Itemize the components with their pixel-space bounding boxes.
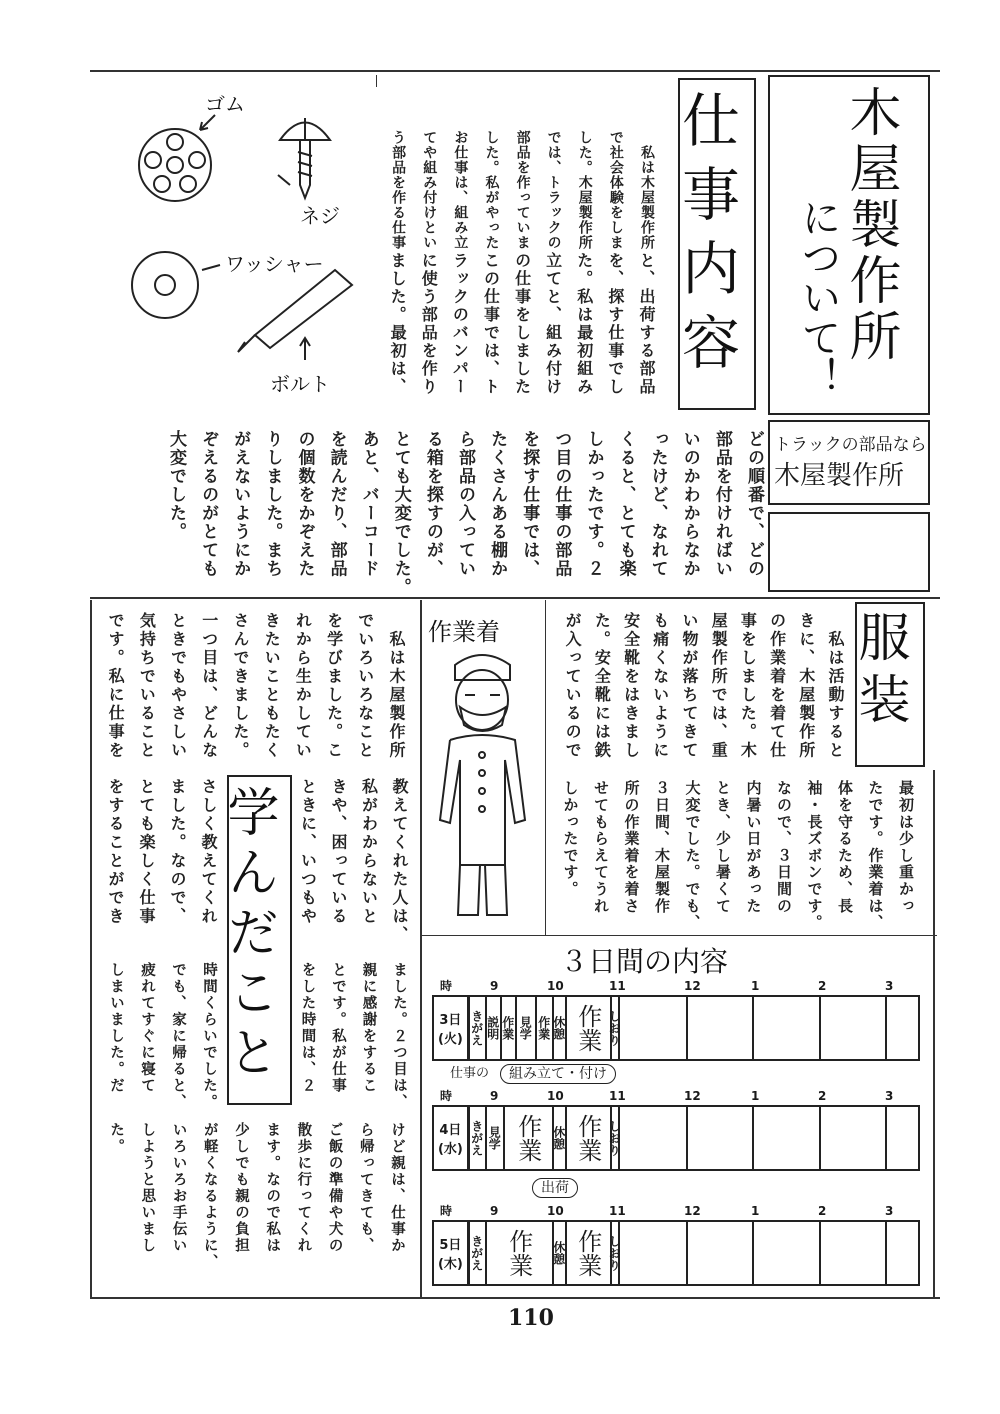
work-tier2-text [382,252,662,400]
text-column: ました。なので、 [168,778,187,926]
hour-label: 10 [547,1089,564,1103]
tagline-line-1: トラックの部品なら [774,435,927,455]
text-column: ３日間、木屋製作 [653,780,671,915]
day-weekday: (火) [437,1032,463,1047]
text-column: 内暑い日があった [744,780,763,915]
text-column: つ目の仕事の部品 [551,430,572,578]
hour-label: 12 [684,1204,701,1218]
text-column: けど親は、仕事か [389,1122,405,1254]
work-tier3-text [160,430,770,597]
text-column: 屋製作所では、重 [709,612,729,760]
learned-heading: 学んだこと [218,785,278,1085]
text-column: 部品を付ければい [711,430,732,578]
text-column: ぞえるのがとても [198,430,219,578]
schedule-cell: 作業 [567,1222,612,1284]
middle-rule [90,597,940,599]
schedule-cell [821,1222,888,1284]
text-column: る箱を探すのが、 [422,430,443,578]
schedule-cell [620,997,689,1059]
text-column: の個数をかぞえた [294,430,315,578]
text-column: ます。なので私は [264,1122,281,1254]
text-column: さしく教えてくれ [199,778,218,926]
text-column: きに、木屋製作所 [796,612,816,760]
work-tier1-text [382,130,662,252]
text-column: とても大変でした。 [390,430,411,597]
text-column: せてもらえてうれ [592,780,610,915]
text-column: しようと思いまし [139,1122,156,1254]
text-column: ったけど、なれて [647,430,668,578]
schedule-cell [821,1107,888,1169]
text-column: くると、とても楽 [615,430,636,578]
text-column: が入っているので [563,612,583,760]
bolt-icon [238,270,352,360]
text-column: も痛くないように [650,612,670,760]
text-column: てや組み付けとい [421,130,438,250]
tagline-line-2: 木屋製作所 [774,461,905,491]
text-column: した。木屋製作所 [576,130,593,250]
text-column: あと、バーコード [358,430,379,578]
hour-label: 12 [684,1089,701,1103]
day-date: 5日 [439,1238,462,1253]
washer-icon [132,252,220,318]
text-column: とき、少し暑くて [714,780,732,915]
hour-label: 2 [818,979,827,993]
hour-label: 11 [609,979,626,993]
title-main: 木屋製作所 [840,85,900,365]
tagline-box [768,420,930,505]
text-column: 所の作業着を着さ [622,780,641,915]
clothing-divider [545,600,546,935]
hour-label: 1 [751,1204,760,1218]
text-column: しかったです。 [561,780,580,898]
text-column: 立てと、組み付け [543,252,563,396]
schedule-cell: 作業 [567,997,612,1059]
text-column: 体を守るため、長 [836,780,854,915]
text-column: た。私は最初組み [574,252,594,396]
schedule-cell: しおり [612,1222,620,1284]
hour-label: 10 [547,979,564,993]
hour-label: 11 [609,1089,626,1103]
rubber-gasket-icon [139,115,215,201]
screw-label: ネジ [300,204,340,228]
right-rule-lower [933,770,935,1297]
text-column: 大変でした。でも、 [683,780,702,932]
schedule-cell [754,997,821,1059]
text-column: ら部品の入ってい [455,430,476,578]
text-column: しかったです。２ [583,430,604,578]
text-column: なので、３日間の [775,780,793,915]
text-column: した。私がやった [483,130,500,250]
day-date-cell [434,1222,470,1284]
clothing-heading: 服装 [849,610,909,734]
day-weekday: (水) [437,1142,463,1157]
text-column: ました。最初は、 [388,252,408,396]
uniform-label: 作業着 [428,618,500,646]
work-heading: 仕事内容 [672,90,740,386]
text-column: 散歩に行ってくれ [295,1122,312,1254]
clothing-heading-box [849,602,925,767]
text-column: どの順番で、どの [744,430,764,578]
text-column: りしました。まち [262,430,283,578]
clothing-tier1-text [558,612,850,764]
learned-tier3-left-text [100,962,224,1112]
schedule-day-row [432,1220,920,1286]
text-column: では、トラックの [545,130,562,250]
text-column: 気持ちでいること [137,612,157,760]
title-sub: について！ [795,197,841,397]
hour-label: 時 [440,1089,453,1103]
text-column: れから生かしてい [293,612,313,760]
schedule-rule [422,935,937,936]
day-date-cell [434,997,470,1059]
schedule-cell: きがえ [470,997,487,1059]
text-column: いのかわからなか [679,430,700,578]
text-column: の作業着を着て仕 [767,612,787,760]
text-column: いろいろお手伝い [170,1122,187,1254]
learned-tier2-left-text [100,778,224,948]
text-column: う部品を作る仕事 [390,130,407,250]
text-column: ら帰ってきても、 [357,1122,374,1254]
text-column: きや、困っている [329,778,348,926]
text-column: 袖・長ズボンです。 [805,780,824,932]
text-column: をした時間は、２ [299,962,316,1094]
schedule-cell: 見学 [517,997,537,1059]
day-date: 3日 [439,1013,462,1028]
learned-tier2-right-text [292,778,414,948]
text-column: 大変でした。 [166,430,187,541]
schedule-cell [688,997,754,1059]
work-heading-box [672,78,756,410]
hour-label: 3 [885,979,894,993]
schedule-cell: 休憩 [554,1107,567,1169]
schedule-cell [620,1107,689,1169]
schedule-day-row [432,995,920,1061]
text-column: ラックのバンパー [450,252,470,396]
text-column: ときに、いつもや [298,778,318,926]
text-column: 安全靴をはきまし [621,612,641,760]
schedule-cell [887,1107,918,1169]
work-left-tick [376,75,377,87]
hour-label: 10 [547,1204,564,1218]
schedule-cell: しおり [612,1107,620,1169]
text-column: た。 [108,1122,125,1155]
screw-icon [278,118,330,198]
text-column: ときでもやさしい [168,612,188,760]
text-column: を学びました。こ [324,612,344,760]
schedule-cell: 作業 [505,1107,554,1169]
schedule-cell: 見学 [487,1107,505,1169]
learned-tier3-right-text [292,962,414,1112]
text-column: がえないようにか [230,430,251,578]
parts-illustration [120,80,375,410]
text-column: この仕事では、ト [481,252,501,396]
text-column: 私は木屋製作所 [387,612,406,760]
text-column: を読んだり、部品 [326,430,347,578]
text-column: を、探す仕事でし [605,252,625,396]
text-column: 一つ目は、どんな [199,612,219,760]
text-column: たくさんある棚か [487,430,508,578]
bolt-label: ボルト [270,372,330,396]
schedule-cell [754,1107,821,1169]
schedule-cell [688,1222,754,1284]
schedule-cell [688,1107,754,1169]
schedule-cell: きがえ [470,1222,487,1284]
text-column: 疲れてすぐに寝て [139,962,155,1094]
empty-box [768,512,930,592]
text-column: きたいこともたく [262,612,282,760]
schedule-cell: 作業 [502,997,517,1059]
text-column: 最初は少し重かっ [897,780,915,915]
schedule-day-row [432,1105,920,1171]
text-column: に使う部品を作り [419,252,439,396]
worker-uniform-illustration [420,645,545,930]
hour-label: 3 [885,1204,894,1218]
text-column: でも、家に帰ると、 [170,962,186,1111]
schedule-cell: 休憩 [554,1222,567,1284]
text-column: 私は木屋製作所 [639,130,655,250]
hour-label: 時 [440,1204,453,1218]
text-column: とても楽しく仕事 [137,778,156,926]
learned-heading-box [218,775,292,1105]
learned-tier1-text [100,612,412,764]
left-rule [90,600,92,1297]
learned-tier4-text [100,1122,412,1272]
schedule-cell [887,997,918,1059]
text-column: をすることができ [106,778,125,926]
text-column: ご飯の準備や犬の [326,1122,343,1254]
schedule-cell: 作業 [487,1222,554,1284]
text-column: と、出荷する部品 [637,252,656,396]
text-column: 親に感謝をするこ [360,962,377,1094]
text-column: ました。２つ目は、 [391,962,407,1111]
shipping-annotation: 出荷 [532,1178,578,1198]
text-column: しまいました。だ [108,962,124,1094]
hour-label: 時 [440,979,453,993]
schedule-cell: 作業 [537,997,554,1059]
bottom-rule [90,1297,940,1299]
text-column: の仕事をしました [512,252,532,396]
hour-label: 1 [751,1089,760,1103]
text-column: で社会体験をしま [607,130,624,250]
hour-label: 12 [684,979,701,993]
text-column: 私がわからないと [359,778,379,926]
washer-label: ワッシャー [225,252,324,276]
schedule-title: ３日間の内容 [560,945,729,978]
text-column: た。安全靴には鉄 [592,612,612,760]
hour-label: 9 [490,1204,499,1218]
hour-label: 11 [609,1204,626,1218]
schedule-cell: 休憩 [554,997,567,1059]
text-column: です。私に仕事を [106,612,126,760]
hour-label: 9 [490,1089,499,1103]
text-column: たです。作業着は、 [866,780,885,932]
rubber-label: ゴム [205,92,245,116]
text-column: お仕事は、組み立 [452,130,469,250]
text-column: さんできました。 [230,612,250,760]
clothing-tier2-text [555,780,921,932]
text-column: 時間くらいでした。 [201,962,217,1111]
hour-label: 2 [818,1089,827,1103]
schedule-cell [887,1222,918,1284]
text-column: 少しでも親の負担 [232,1122,249,1254]
text-column: 部品を作っていま [514,130,531,250]
text-column: 私は活動すると [826,612,845,760]
hour-label: 9 [490,979,499,993]
hour-label: 2 [818,1204,827,1218]
page-number: 110 [508,1305,554,1331]
day-date-cell [434,1107,470,1169]
work-prefix-annotation: 仕事の [450,1066,490,1081]
title-box [768,75,930,415]
text-column: を探す仕事では、 [519,430,540,578]
schedule-cell: 作業 [567,1107,612,1169]
hour-label: 1 [751,979,760,993]
text-column: い物が落ちてきて [679,612,699,760]
day-weekday: (木) [437,1257,463,1272]
schedule-cell [754,1222,821,1284]
text-column: とです。私が仕事 [330,962,346,1094]
schedule-cell [821,997,888,1059]
top-rule [90,70,940,72]
text-column: 事をしました。木 [738,612,758,760]
text-column: が軽くなるように、 [201,1122,218,1271]
day-date: 4日 [439,1123,462,1138]
schedule-cell: 説明 [487,997,502,1059]
schedule-cell: しおり [612,997,620,1059]
hour-label: 3 [885,1089,894,1103]
schedule-cell [620,1222,689,1284]
assembly-annotation: 組み立て・付け [500,1064,616,1084]
text-column: 教えてくれた人は、 [390,778,409,945]
text-column: でいろいろなこと [355,612,375,760]
schedule-cell: きがえ [470,1107,487,1169]
